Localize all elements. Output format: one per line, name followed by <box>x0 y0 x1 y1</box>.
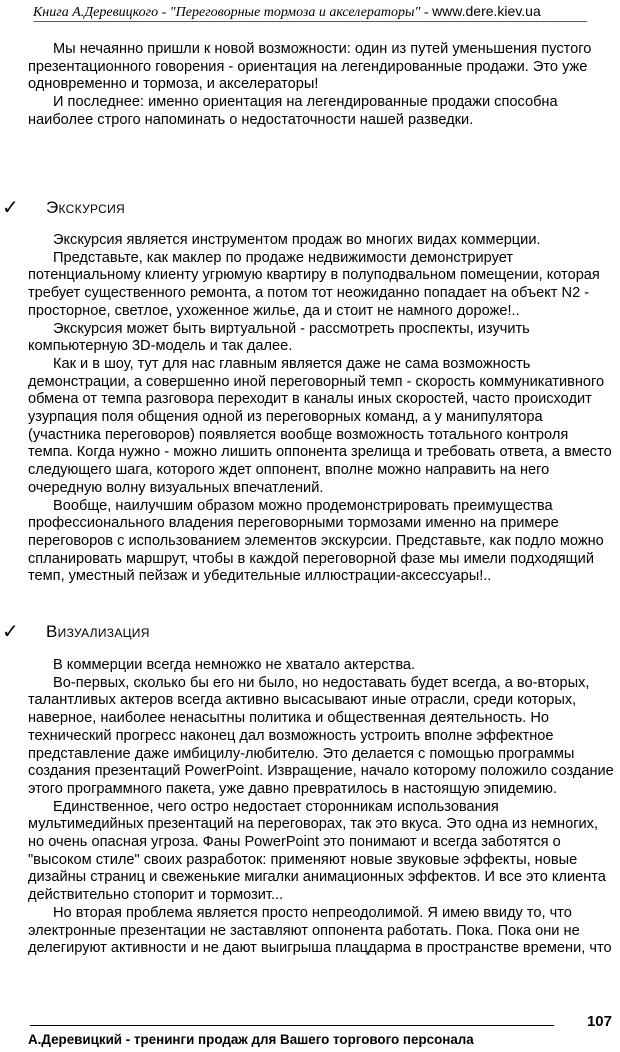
paragraph: Мы нечаянно пришли к новой возможности: один из путей уменьшения пустого презентационного говорения - ориентация на легендированные продажи. Это уже одновременно и тормоза, и акселераторы! <box>28 41 592 93</box>
paragraph: Экскурсия может быть виртуальной - рассмотреть проспекты, изучить компьютерную 3D-модель и так далее. <box>28 320 530 355</box>
section-visualization-text <box>0 657 620 958</box>
paragraph: Вообще, наилучшим образом можно продемонстрировать преимущества профессионального владения переговорными тормозами именно на примере переговоров с использованием элементов экскурсии. Представьте, как подло можно спланировать маршрут, чтобы в каждой переговорной фазе мы имели подходящий темп, уместный пейзаж и убедительные иллюстрации-аксессуары!.. <box>28 497 604 585</box>
page-number: 107 <box>586 1013 612 1030</box>
paragraph: Во-первых, сколько бы его ни было, но недоставать будет всегда, а во-вторых, талантливых актеров всегда активно высасывают иные отрасли, среди которых, наверное, наиболее ненасытны политика и общественная деятельность. Но технический прогресс наконец дал возможность устроить вполне эффектное представление даже имбицилу-любителю. Это делается с помощью программы создания презентаций PowerPoint. Извращение, начало которому положило создание этого программного пакета, уже давно превратилось в настоящую эпидемию. <box>28 674 614 797</box>
paragraph: Но вторая проблема является просто непреодолимой. Я имею ввиду то, что электронные презентации не заставляют оппонента работать. Пока. Пока они не делегируют активности и не дают выигрыша плацдарма в пространстве времени, что <box>28 904 612 957</box>
checkmark-icon: ✓ <box>2 619 19 643</box>
checkmark-icon: ✓ <box>2 195 19 219</box>
header-url: www.dere.kiev.ua <box>432 3 541 19</box>
running-footer: А.Деревицкий - тренинги продаж для Вашего торгового персонала <box>28 1032 474 1047</box>
intro-text <box>0 41 620 130</box>
header-rule: ~~~~~~~~~~~~~~~~~~~~~~~~~~~~~~~~~~~~~~~~~~~~~~~~~~~~~~~~~~~~~~~~~~~~~~~~~~~~~~~~~~~~~~~~~~~~~~~~~~~~~~~~~~~~~~~~~~~~~~~~~~~~~~~~~~~~~~~~~~~~~~~~~~~~~~~~~ <box>33 17 587 26</box>
paragraph: Единственное, чего остро недостает сторонникам использования мультимедийных презентаций на переговорах, так это вкуса. Это одна из немногих, но очень опасная угроза. Фаны PowerPoint это понимают и всегда заботятся о "высоком стиле" своих разработок: применяют новые звуковые эффекты, новые дизайны страниц и свеженькие мигалки анимационных эффектов. И все это клиента действительно стопорит и тормозит... <box>28 798 606 904</box>
paragraph: Экскурсия является инструментом продаж во многих видах коммерции. <box>53 232 541 248</box>
footer-rule <box>30 1025 554 1026</box>
header-title: Книга А.Деревицкого - "Переговорные тормоза и акселераторы" - <box>33 5 433 20</box>
paragraph: Представьте, как маклер по продаже недвижимости демонстрирует потенциальному клиенту угрюмую квартиру в полуподвальном помещении, которая требует существенного ремонта, а потом тот неожиданно попадает на объект N2 - просторное, светлое, ухоженное жилье, да и стоит не намного дороже!.. <box>28 249 600 319</box>
paragraph: В коммерции всегда немножко не хватало актерства. <box>53 657 416 673</box>
section-title: Визуализация <box>46 622 150 641</box>
section-title: Экскурсия <box>46 198 126 217</box>
paragraph: Как и в шоу, тут для нас главным является даже не сама возможность демонстрации, а совершенно иной переговорный темп - скорость коммуникативного обмена от темпа разговора переходит в каналы иных скоростей, часто происходит узурпация поля общения одной из переговорных команд, а у манипулятора (участника переговоров) появляется вообще возможность тотального контроля темпа. Когда нужно - можно лишить оппонента зрелища и требовать ответа, а вместо следующего шага, которого ждет оппонент, вполне можно направить на него очередную волну визуальных впечатлений. <box>28 355 612 496</box>
section-excursion-text <box>0 232 620 586</box>
paragraph: И последнее: именно ориентация на легендированные продажи способна наиболее строго напоминать о недостаточности нашей разведки. <box>28 94 558 128</box>
